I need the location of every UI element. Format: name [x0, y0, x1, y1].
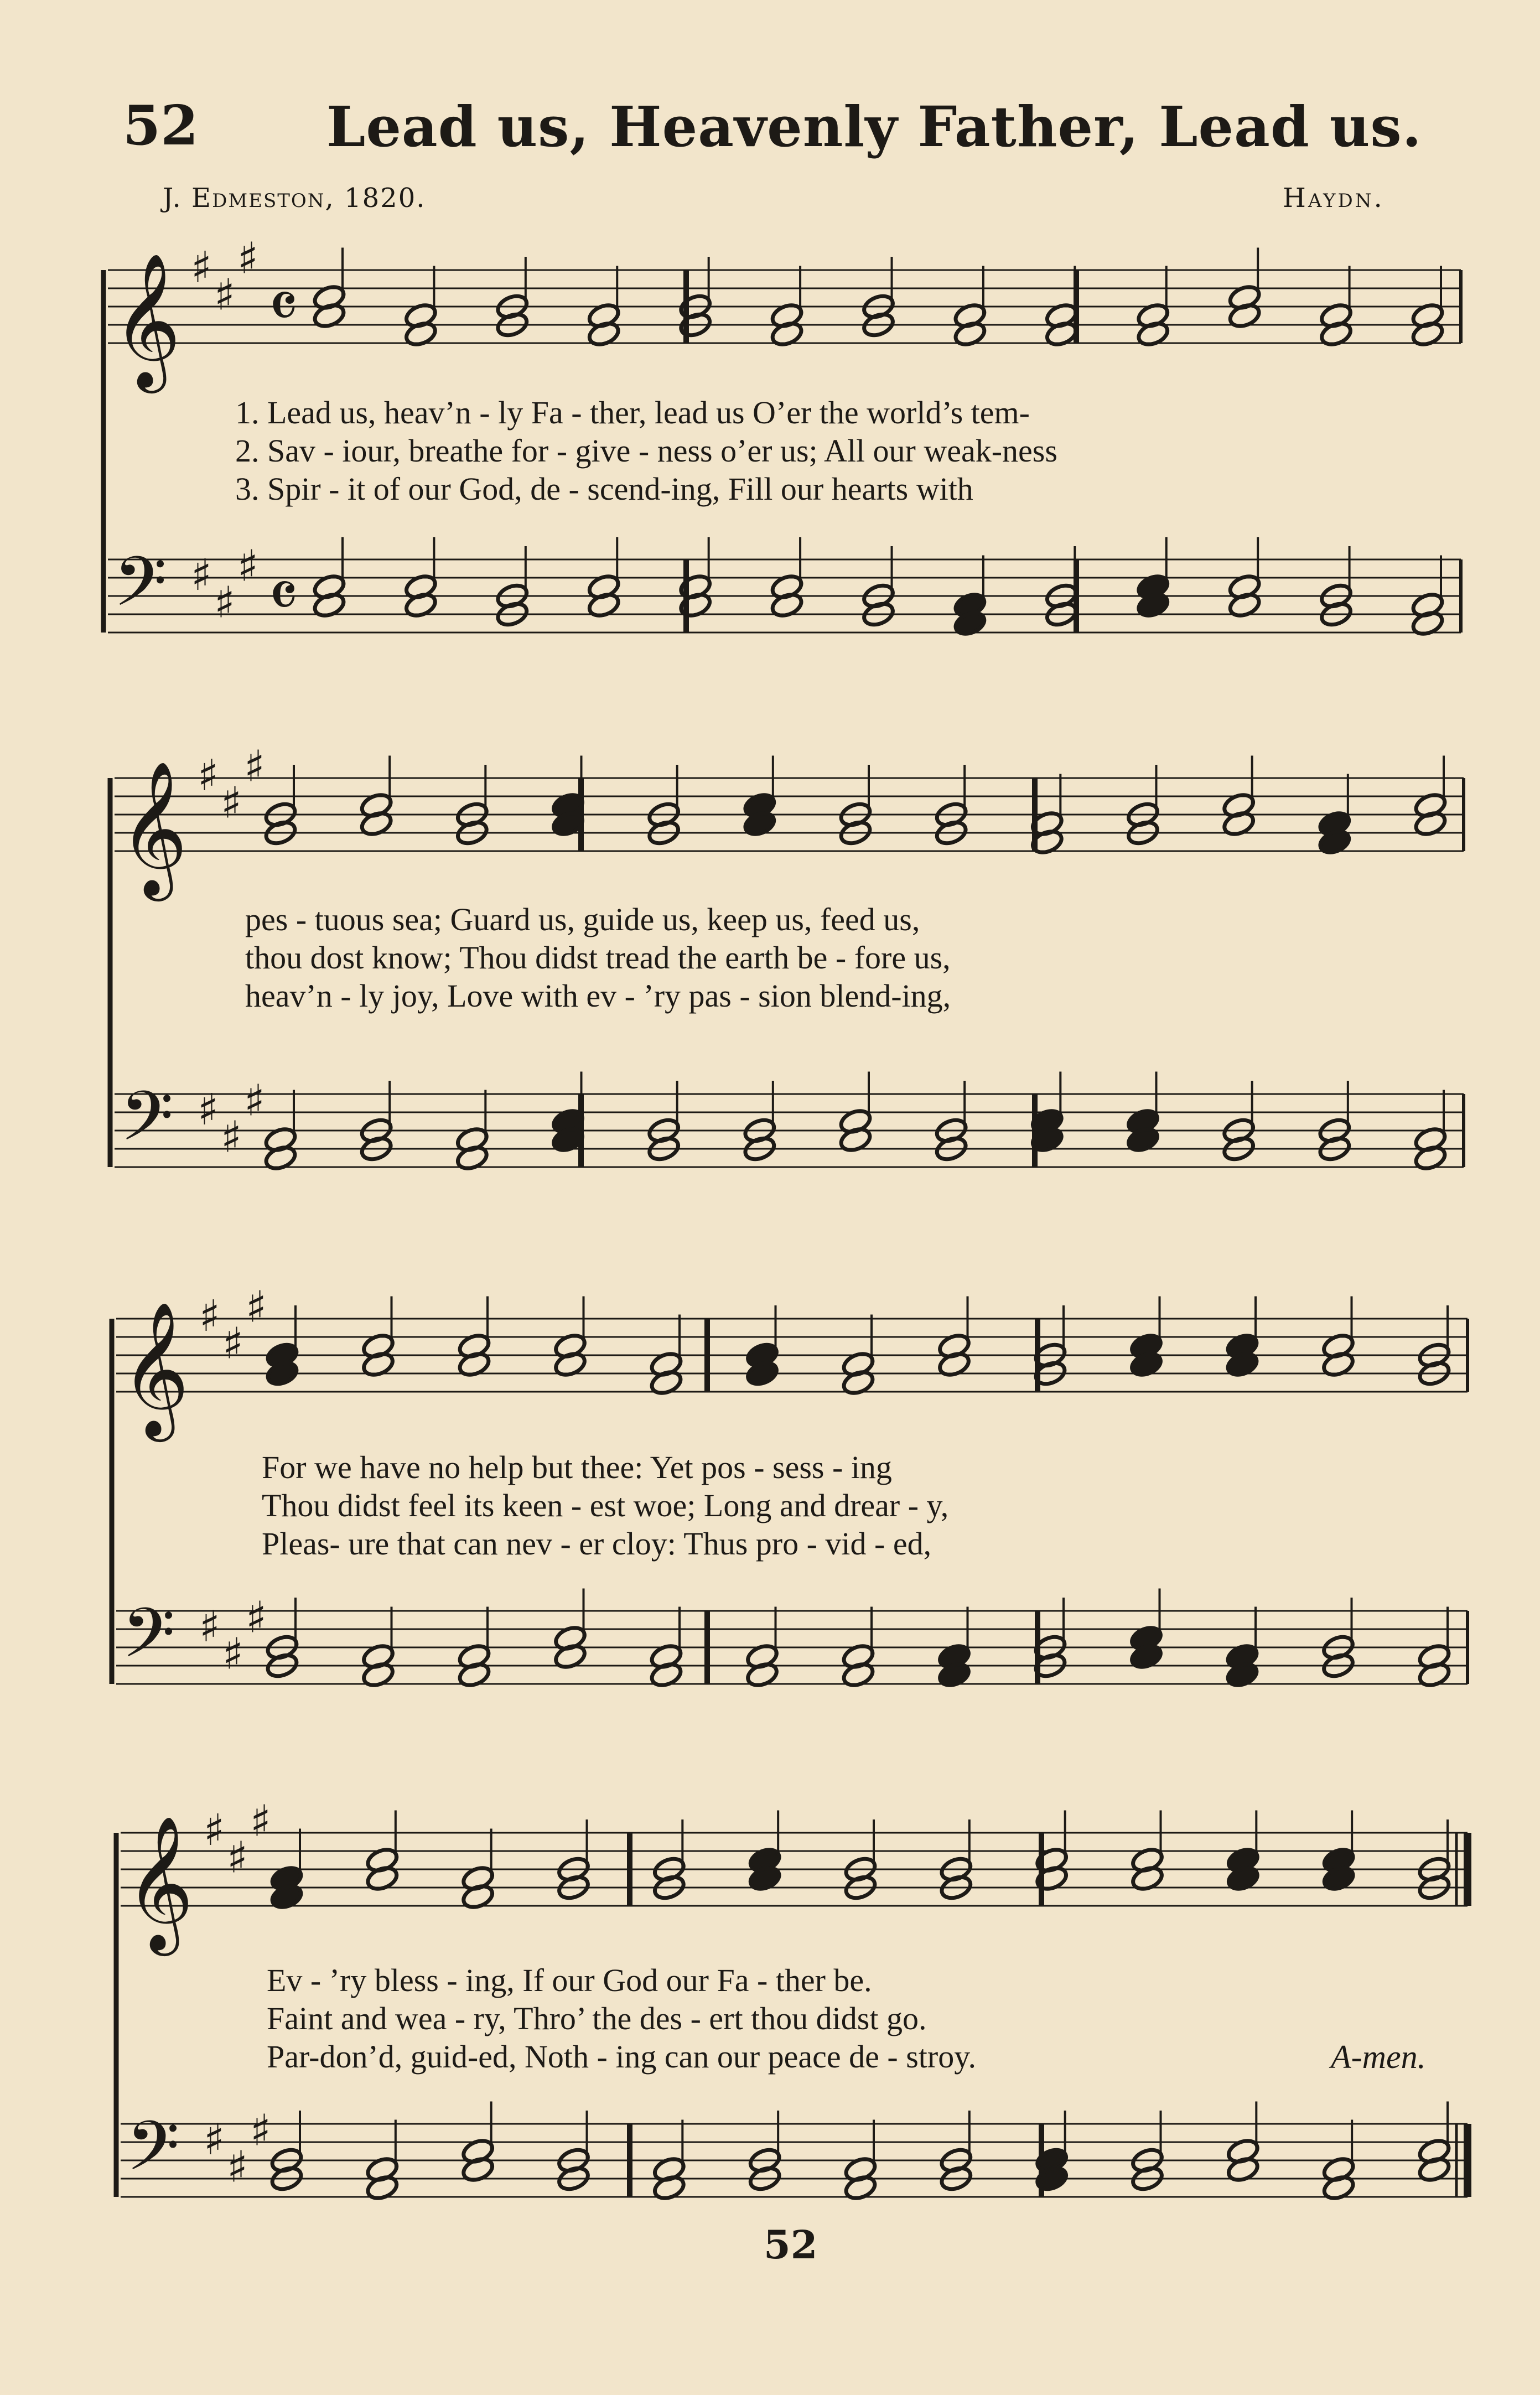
lyric-line: Pleas- ure that can nev - er cloy: Thus pro - vid - ed, [262, 1526, 932, 1562]
sharp-symbol: ♯ [214, 578, 235, 628]
sharp-symbol: ♯ [250, 2106, 271, 2156]
sharp-symbol: ♯ [237, 234, 258, 284]
sharp-symbol: ♯ [198, 1085, 219, 1135]
lyric-line: pes - tuous sea; Guard us, guide us, keep us, feed us, [245, 901, 920, 937]
sharp-symbol: ♯ [221, 778, 242, 828]
sharp-symbol: ♯ [214, 270, 235, 320]
lyric-line: Ev - ’ry bless - ing, If our God our Fa - ther be. [267, 1962, 872, 1998]
treble-clef: 𝄞 [112, 252, 182, 387]
sharp-symbol: ♯ [244, 742, 265, 792]
composer-credit: Haydn. [1283, 183, 1385, 214]
amen-text: A-men. [1331, 2039, 1426, 2075]
bass-clef: 𝄢 [122, 1594, 175, 1690]
lyric-line: Par-don’d, guid-ed, Noth - ing can our peace de - stroy. [267, 2039, 976, 2075]
sharp-symbol: ♯ [244, 1076, 265, 1126]
lyric-line: Faint and wea - ry, Thro’ the des - ert thou didst go. [267, 2000, 927, 2036]
sharp-symbol: ♯ [246, 1593, 267, 1643]
sharp-symbol: ♯ [204, 2115, 225, 2165]
lyric-line: 1. Lead us, heav’n - ly Fa - ther, lead us O’er the world’s tem- [235, 395, 1030, 431]
sharp-symbol: ♯ [246, 1282, 267, 1333]
lyric-line: For we have no help but thee: Yet pos - sess - ing [262, 1449, 892, 1485]
hymn-title: Lead us, Heavenly Father, Lead us. [326, 94, 1422, 159]
lyric-line: 3. Spir - it of our God, de - scend-ing, Fill our hearts with [235, 471, 973, 507]
sharp-symbol: ♯ [191, 243, 212, 293]
author-credit: J. Edmeston, 1820. [163, 183, 426, 214]
bass-clef: 𝄢 [113, 542, 167, 639]
treble-clef: 𝄞 [121, 1300, 190, 1436]
sharp-symbol: ♯ [222, 1629, 243, 1679]
sharp-symbol: ♯ [222, 1319, 243, 1369]
lyric-line: 2. Sav - iour, breathe for - give - ness o’er us; All our weak-ness [235, 433, 1057, 469]
sharp-symbol: ♯ [221, 1112, 242, 1163]
sharp-symbol: ♯ [227, 2142, 248, 2192]
treble-clef: 𝄞 [119, 760, 188, 895]
common-time: 𝄴 [268, 268, 298, 345]
sharp-symbol: ♯ [250, 1796, 271, 1847]
sharp-symbol: ♯ [198, 751, 219, 801]
sharp-symbol: ♯ [204, 1806, 225, 1855]
bass-clef: 𝄢 [120, 1077, 174, 1173]
page-number: 52 [764, 2222, 818, 2268]
sharp-symbol: ♯ [199, 1602, 220, 1652]
lyric-line: heav’n - ly joy, Love with ev - ’ry pas - sion blend-ing, [245, 978, 951, 1014]
sharp-symbol: ♯ [237, 541, 258, 592]
common-time: 𝄴 [268, 558, 298, 635]
treble-clef: 𝄞 [125, 1815, 194, 1950]
hymn-number: 52 [123, 94, 199, 158]
sharp-symbol: ♯ [227, 1833, 248, 1883]
lyric-line: thou dost know; Thou didst tread the earth be - fore us, [245, 940, 951, 976]
sharp-symbol: ♯ [191, 551, 212, 600]
sharp-symbol: ♯ [199, 1292, 220, 1341]
lyric-line: Thou didst feel its keen - est woe; Long and drear - y, [262, 1487, 949, 1523]
bass-clef: 𝄢 [126, 2107, 180, 2203]
